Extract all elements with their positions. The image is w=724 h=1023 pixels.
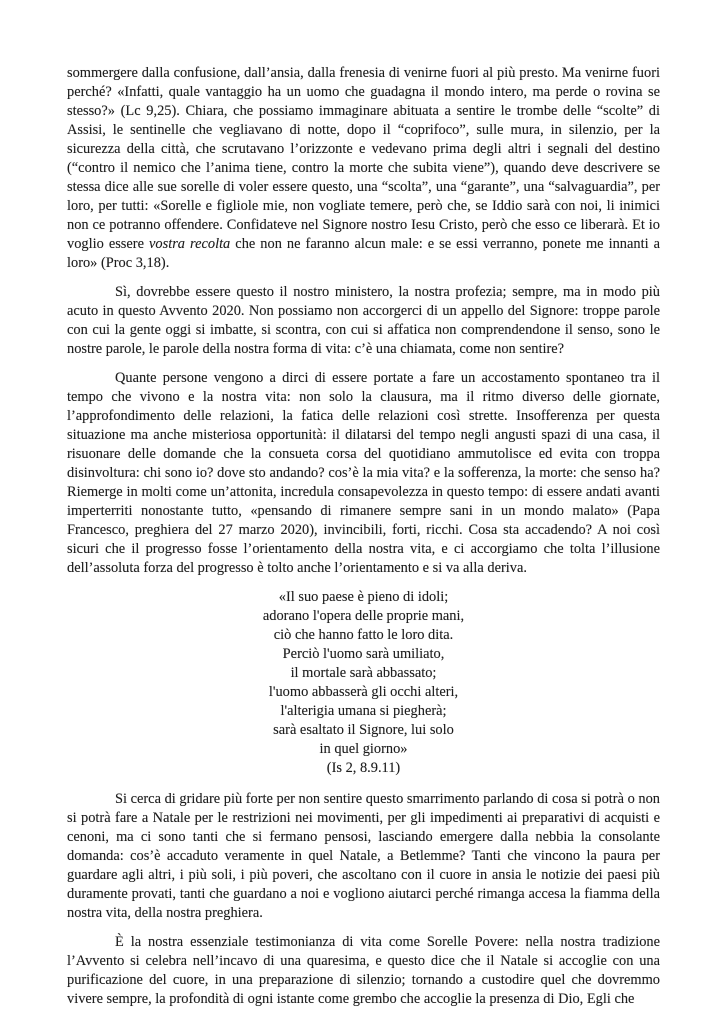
poem-line: l'uomo abbasserà gli occhi alteri, — [268, 684, 459, 700]
paragraph-4: Si cerca di gridare più forte per non sentire questo smarrimento parlando di cosa si potrà o non si potrà fare a Natale per le restrizioni nei movimenti, per gli impedimenti ai preparativi di acquisti e cenoni, ma ci sono tanti che si fermano pensosi, lasciando emergere dalla nebbia la consolante domanda: cos’è accaduto veramente in quel Natale, a Betlemme? Tanti che vincono la paura per guardare agli altri, i più soli, i più poveri, che ascoltano con il cuore in ansia le notizie dei paesi più duramente provati, tanti che guardano a noi e vogliono aiutarci perché rimanga accesa la fiamma della nostra vita, della nostra preghiera. — [67, 791, 660, 921]
poem-quote — [67, 588, 660, 778]
paragraph-2: Sì, dovrebbe essere questo il nostro ministero, la nostra profezia; sempre, ma in modo più acuto in questo Avvento 2020. Non possiamo non accorgerci di un appello del Signore: troppe parole con cui la gente oggi si imbatte, si scontra, con cui si affatica non comprendendone il senso, sono le nostre parole, le parole della nostra forma di vita: c’è una chiamata, come non sentire? — [67, 284, 660, 357]
poem-line: in quel giorno» — [319, 741, 408, 757]
poem-line: adorano l'opera delle proprie mani, — [262, 608, 465, 624]
paragraph-1 — [67, 64, 660, 273]
paragraph-1-italic-phrase: vostra recolta — [149, 236, 231, 252]
paragraph-1-text: sommergere dalla confusione, dall’ansia, dalla frenesia di venirne fuori al più presto. Ma venirne fuori perché? «Infatti, quale vantaggio ha un uomo che guadagna il mondo intero, ma perde o rovina se stesso?» (Lc 9,25). Chiara, che possiamo immaginare abituata a sentire le trombe delle “scolte” di Assisi, le sentinelle che vegliavano di notte, dopo il “coprifoco”, sulle mura, in silenzio, per la sicurezza della città, che scrutavano l’orizzonte e vedevano prima degli altri i segnali del destino (“contro il nemico che l’anima tiene, contro la morte che subita viene”), quando deve descrivere se stessa dice alle sue sorelle di voler essere questo, una “scolta”, una “garante”, una “salvaguardia”, per loro, per tutti: «Sorelle e figliole mie, non vogliate temere, però che, se Iddio sarà con noi, li inimici non ce potranno offendere. Confidateve nel Signore nostro Iesu Cristo, però che esso ce liberarà. Et io voglio essere — [67, 65, 660, 252]
poem-line: ciò che hanno fatto le loro dita. — [273, 627, 454, 643]
poem-citation: (Is 2, 8.9.11) — [326, 760, 401, 776]
poem-line: il mortale sarà abbassato; — [290, 665, 437, 681]
poem-line: «Il suo paese è pieno di idoli; — [278, 589, 449, 605]
paragraph-1-text-continued: che non ne faranno alcun male: e se essi verranno, ponete me innanti a loro» (Proc 3,18). — [67, 236, 660, 271]
poem-line: sarà esaltato il Signore, lui solo — [273, 722, 454, 738]
paragraph-3: Quante persone vengono a dirci di essere portate a fare un accostamento spontaneo tra il tempo che vivono e la nostra vita: non solo la clausura, ma il ritmo diverso delle giornate, l’approfondimento delle relazioni, la fatica delle relazioni così strette. Insofferenza per questa situazione ma anche misteriosa opportunità: il dilatarsi del tempo negli angusti spazi di una casa, il risuonare delle domande che la consueta corsa del quotidiano ammutolisce ed evita con troppa disinvoltura: chi sono io? dove sto andando? cos’è la mia vita? e la sofferenza, la morte: che senso ha? Riemerge in molti come un’attonita, incredula consapevolezza in questo tempo: di essere andati avanti imperterriti nonostante tutto, «pensando di rimanere sempre sani in un mondo malato» (Papa Francesco, preghiera del 27 marzo 2020), invincibili, forti, ricchi. Cosa sta accadendo? A noi così sicuri che il progresso fosse l’orientamento della nostra vita, e ci accorgiamo che tolta l’illusione dell’assoluta forza del progresso è tolto anche l’orientamento e si va alla deriva. — [67, 370, 660, 576]
paragraph-5: È la nostra essenziale testimonianza di vita come Sorelle Povere: nella nostra tradizione l’Avvento si celebra nell’incavo di una quaresima, e questo dice che il Natale si accoglie con una purificazione del cuore, in una preparazione di silenzio; tornando a custodire quel che dovremmo vivere sempre, la profondità di ogni istante come grembo che accoglie la presenza di Dio, Egli che — [67, 934, 660, 1007]
poem-line: l'alterigia umana si piegherà; — [280, 703, 447, 719]
poem-line: Perciò l'uomo sarà umiliato, — [282, 646, 445, 662]
